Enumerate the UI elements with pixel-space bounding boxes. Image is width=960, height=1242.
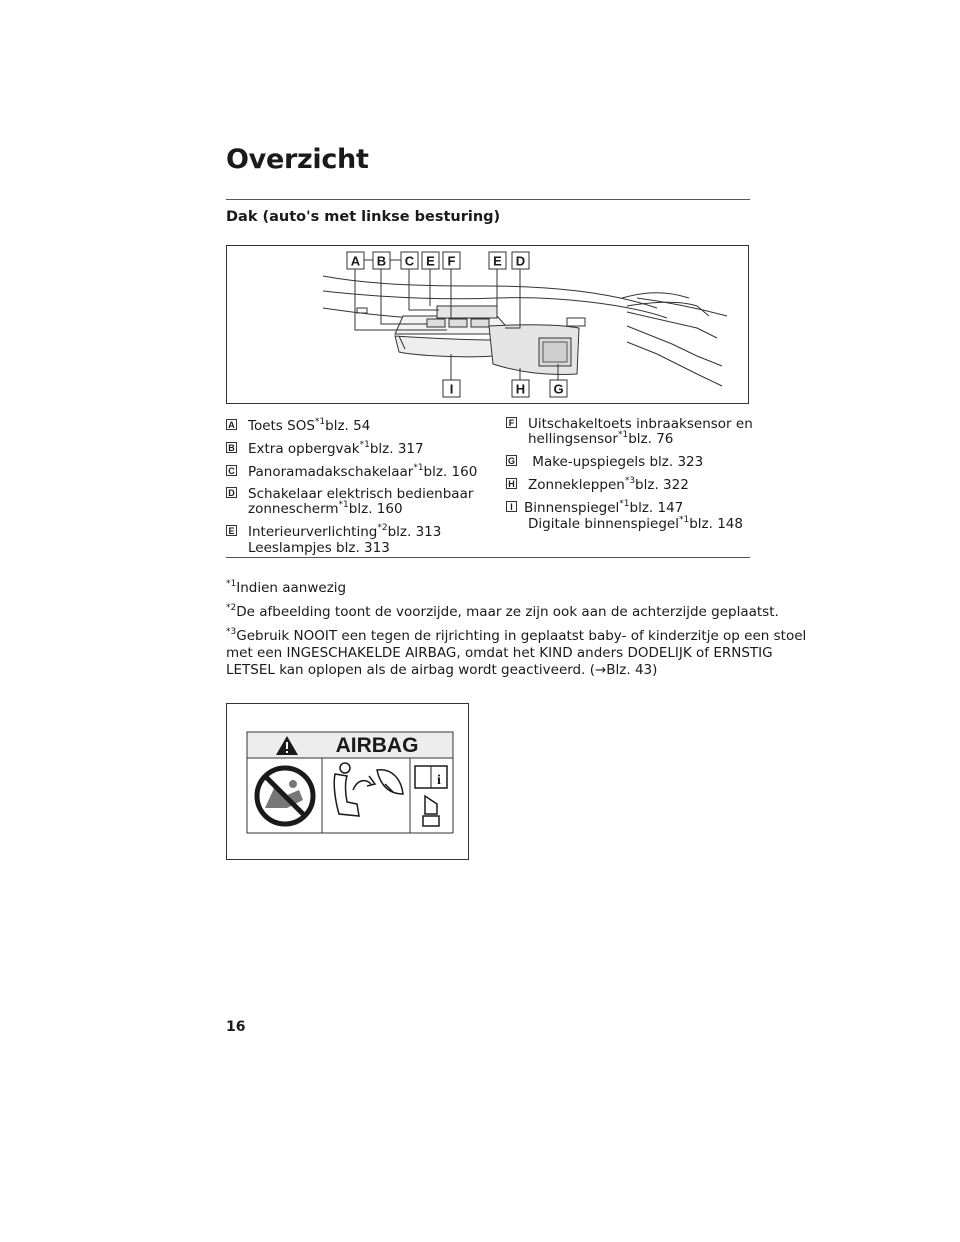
legend-badge: I [506,501,517,512]
footnote-text: De afbeelding toont de voorzijde, maar ze zijn ook aan de achterzijde geplaatst. [236,604,779,620]
figure-label-e1: E [426,253,435,269]
footnote-ref: *1 [617,430,629,440]
page-number: 16 [226,1019,246,1035]
legend-text: Schakelaar elektrisch bedienbaar [248,486,474,502]
footnote-ref: *1 [338,500,349,510]
legend-badge: D [226,487,237,498]
footnote-mark: *3 [226,627,237,637]
legend-badge: G [507,456,515,466]
footnote-ref: *1 [359,440,370,450]
legend-divider [226,557,750,558]
footnote-text: met een INGESCHAKELDE AIRBAG, omdat het KIND anders DODELIJK of ERNSTIG [226,645,773,661]
legend-text: Digitale binnenspiegel [528,516,679,532]
page-ref-link[interactable]: blz. 313 [387,524,442,540]
legend-text: zonnescherm [248,501,339,517]
footnote-text: Gebruik NOOIT een tegen de rijrichting in geplaatst baby- of kinderzitje op een stoel [236,628,807,644]
legend-badge: C [226,465,237,476]
figure-label-i: I [449,381,454,397]
page-ref-link[interactable]: blz. 160 [423,464,478,480]
footnote-ref: *1 [678,515,690,525]
figure-label-g: G [553,381,564,397]
footnote-ref: *1 [413,463,424,473]
footnote-ref: *1 [314,417,326,427]
footnote-1 [226,580,346,597]
page-ref-link[interactable]: blz. 54 [325,418,371,434]
section-title: Dak (auto's met linkse besturing) [226,209,501,225]
figure-label-f: F [447,253,456,269]
page-ref-link[interactable]: blz. 147 [629,500,684,516]
footnote-text: Indien aanwezig [236,580,347,596]
airbag-heading: AIRBAG [335,734,419,757]
legend-badge: H [506,478,517,489]
legend-text: Panoramadakschakelaar [248,464,414,480]
page-ref-link[interactable]: blz. 148 [689,516,743,532]
footnote-ref: *1 [619,499,630,509]
page-ref-link[interactable]: blz. 317 [369,441,424,457]
figure-label-h: H [515,381,526,397]
legend-text: Toets SOS [248,418,315,434]
title-divider [226,199,750,200]
figure-label-a: A [350,253,361,269]
legend-text: Leeslampjes blz. 313 [248,540,390,556]
page-ref-link[interactable]: blz. 160 [348,501,403,517]
no-rear-facing-child-seat-icon [257,768,313,824]
legend-text: Extra opbergvak [248,441,360,457]
legend-text: hellingsensor [528,431,618,447]
figure-label-d: D [515,253,526,269]
footnote-ref: *3 [624,476,636,486]
legend-badge: F [506,417,517,428]
figure-label-b: B [376,253,387,269]
airbag-warning-label [226,703,469,860]
footnote-2 [226,604,779,621]
page-title: Overzicht [226,144,369,175]
roof-illustration [226,245,749,404]
legend-text: Binnenspiegel [524,500,620,516]
legend-text: Uitschakeltoets inbraaksensor en [528,416,753,432]
footnote-3 [226,628,806,679]
page-ref-link[interactable]: blz. 322 [635,477,689,493]
figure-label-c: C [404,253,415,269]
page-ref-link[interactable]: blz. 76 [628,431,674,447]
footnote-mark: *2 [226,603,237,613]
legend-text: Zonnekleppen [528,477,625,493]
legend-badge: A [226,419,237,430]
legend-text: Interieurverlichting [248,524,378,540]
footnote-mark: *1 [226,579,237,589]
legend-badge: B [226,442,237,453]
legend-text: Make-upspiegels blz. 323 [528,454,704,470]
figure-label-e2: E [493,253,502,269]
footnote-text: LETSEL kan oplopen als de airbag wordt geactiveerd. (→Blz. 43) [226,662,658,678]
footnote-ref: *2 [377,523,388,533]
svg-text:i: i [437,773,441,788]
legend-badge: E [226,525,237,536]
